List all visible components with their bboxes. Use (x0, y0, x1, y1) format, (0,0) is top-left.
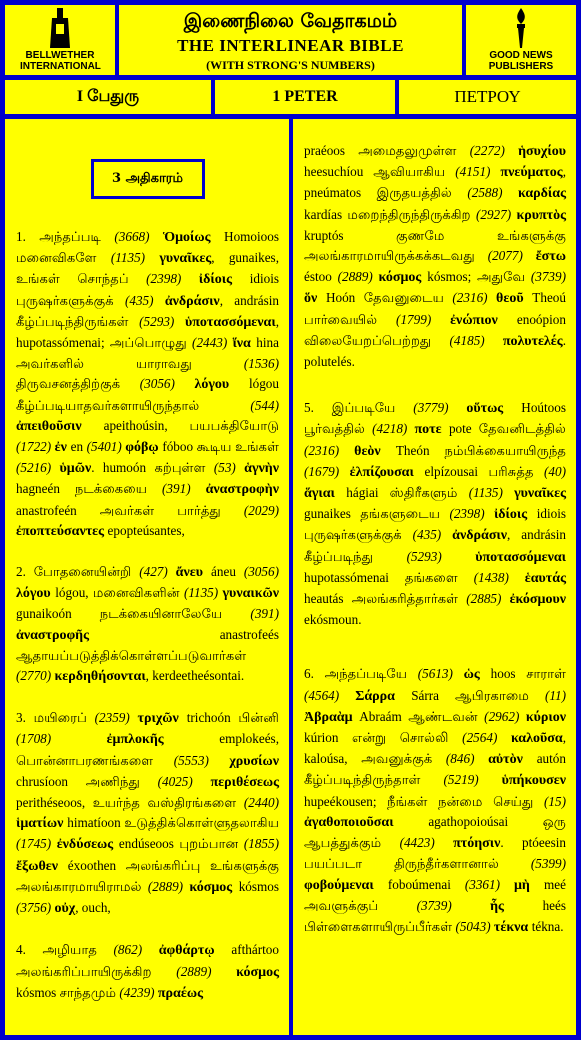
greek-word: καλοῦσα (510, 731, 563, 747)
verse-text: . ptóeesin பயப்படா திருந்தீர்களானால் (304, 835, 566, 872)
strongs-number: (4025) (157, 773, 211, 789)
verse-text: , ouch, (75, 900, 111, 916)
verse-text: áneu (211, 564, 244, 580)
strongs-number: (3739) (530, 269, 566, 285)
verse-text: , hupotassómenai; அப்பொழுது (16, 313, 279, 351)
greek-word: ἀγαθοποιοῦσαι (304, 814, 429, 830)
verse-text: trichoón பின்னி (186, 710, 279, 726)
strongs-number: (1722) (16, 439, 55, 455)
greek-word: ὑμῶν (59, 461, 92, 477)
strongs-number: (53) (213, 460, 245, 476)
verse-4-continued (304, 141, 566, 372)
strongs-number: (5613) (417, 666, 464, 682)
verse-text: 1. அந்தப்படி (16, 229, 115, 244)
greek-word: ὅν (304, 291, 326, 307)
verse-text: Theón நம்பிக்கையாயிருந்த (395, 442, 566, 458)
verse-text: enoópion விலையேறப்பெற்றது (304, 311, 566, 348)
greek-word: πολυτελές (502, 333, 563, 349)
verse-text: heés பிள்ளைகளாயிருப்பீர்கள் (304, 897, 566, 934)
strongs-number: (1708) (16, 731, 107, 747)
strongs-number: (3756) (16, 900, 55, 916)
strongs-number: (4218) (372, 421, 415, 437)
greek-word: λόγου (194, 377, 249, 393)
verse-text: . polutelés. (304, 332, 566, 370)
strongs-number: (2443) (192, 335, 233, 351)
greek-word: ποτε (414, 422, 449, 438)
greek-word: φόβῳ (125, 440, 163, 456)
strongs-number: (435) (412, 527, 453, 543)
verse-text: hagneén நடக்கையை (16, 481, 163, 497)
verse-text: elpízousai பரிசுத்த (424, 463, 544, 479)
verse-text: Homoioos மனைவிகளே (16, 229, 279, 266)
strongs-number: (427) (139, 564, 176, 580)
verse-text: emplokeés, பொன்னாபரணங்களை (16, 731, 279, 768)
strongs-number: (3739) (416, 897, 491, 913)
verse-text: chrusíoon அணிந்து (16, 773, 158, 789)
verse-text: , andrásin கீழ்ப்படிந்து (304, 527, 566, 564)
strongs-number: (5401) (86, 439, 126, 455)
greek-word: ὡς (463, 667, 491, 683)
verse-text: himatíoon உடுத்திக்கொள்ளுதலாகிய (67, 815, 279, 831)
greek-word: ἁγνὴν (244, 461, 279, 477)
greek-word: μὴ (513, 877, 545, 893)
greek-word: φοβούμεναι (304, 877, 388, 893)
bellwether-logo (4, 4, 116, 76)
bellwether-logo-text: BELLWETHER INTERNATIONAL (20, 50, 101, 72)
verse-text: . humoón கற்புள்ள (91, 460, 214, 476)
greek-word: θεοῦ (496, 291, 533, 307)
strongs-number: (5293) (139, 313, 185, 329)
title-tamil: இணைநிலை வேதாகமம் (183, 10, 398, 32)
book-name-english: 1 PETER (214, 79, 396, 115)
strongs-number: (2889) (147, 878, 190, 894)
strongs-number: (40) (544, 463, 566, 479)
verse-text: hágiai ஸ்திரீகளும் (346, 485, 469, 501)
verse-text: epopteúsantes, (107, 522, 185, 538)
good-news-logo (465, 4, 577, 76)
greek-word: ἀνδράσιν (452, 528, 508, 544)
strongs-number: (5553) (173, 752, 230, 768)
verse-text: hoos சாராள் (490, 666, 567, 682)
greek-word: ἀνδράσιν (164, 293, 220, 309)
strongs-number: (435) (124, 292, 165, 308)
verse-text: kósmos சாந்தமும் (16, 984, 120, 1000)
strongs-number: (2885) (466, 591, 510, 607)
greek-word: ἐλπίζουσαι (349, 464, 425, 480)
verse-text: Theoú பார்வையில் (304, 290, 566, 327)
greek-word: Ἀβραὰμ (304, 709, 360, 725)
strongs-number: (1799) (396, 311, 451, 327)
greek-word: οὕτως (466, 401, 522, 417)
strongs-number: (5043) (455, 918, 494, 934)
verse-text: lógou, மனைவிகளின் (55, 585, 184, 601)
strongs-number: (4185) (449, 332, 503, 348)
strongs-number: (2889) (337, 269, 379, 285)
verse-text: autón கீழ்ப்படிந்திருந்தாள் (304, 751, 566, 788)
strongs-number: (2077) (487, 248, 536, 264)
greek-word: ἔξωθεν (16, 858, 68, 874)
strongs-number: (2272) (469, 143, 519, 158)
strongs-number: (2770) (16, 668, 55, 684)
verse-text: 5. இப்படியே (304, 400, 414, 416)
strongs-number: (1536) (243, 356, 279, 372)
title-english: THE INTERLINEAR BIBLE (177, 36, 404, 55)
strongs-number: (1855) (243, 836, 279, 852)
verse-text: kardías மறைந்திருந்திருக்கிற (304, 206, 476, 222)
strongs-number: (391) (250, 606, 279, 622)
strongs-number: (2440) (243, 795, 279, 811)
strongs-number: (2889) (176, 963, 237, 979)
strongs-number: (391) (162, 481, 206, 497)
verse-text: meé அவளுக்குப் (304, 876, 566, 913)
greek-word: γυναῖκες (159, 251, 212, 267)
verse-text: 4. அழியாத (16, 942, 114, 958)
verse-text: , andrásin கீழ்ப்படிந்திருங்கள் (16, 292, 279, 329)
greek-word: τέκνα (493, 919, 532, 935)
strongs-number: (2398) (449, 506, 494, 522)
verse-text: kósmos; அதுவே (427, 269, 531, 285)
verse-text: anastrofeén அவர்கள் பார்த்து (16, 502, 244, 518)
verse-text: kúrion என்று சொல்லி (304, 730, 463, 746)
greek-word: ἔστω (535, 249, 566, 265)
greek-word: γυναικῶν (222, 586, 279, 602)
verse-text: foboúmenai (387, 876, 465, 892)
verse-text: Sárra ஆபிரகாமை (411, 687, 545, 703)
strongs-number: (2029) (243, 502, 279, 518)
verse-text: 2. போதனையின்றி (16, 564, 140, 580)
verse-text: éstoo (304, 269, 338, 285)
verse-text: pote தேவனிடத்தில் (448, 421, 566, 437)
title-subtitle: (WITH STRONG'S NUMBERS) (206, 58, 375, 72)
greek-word: ἐνδύσεως (56, 837, 119, 853)
greek-word: ἐποπτεύσαντες (16, 523, 108, 539)
bell-tower-icon (48, 8, 72, 48)
verse-text: tékna. (531, 918, 564, 934)
verse-text: heesuchíou ஆவியாகிய (304, 164, 456, 180)
greek-word: ἵνα (232, 336, 257, 352)
strongs-number: (3668) (114, 229, 163, 244)
verse-2 (16, 562, 279, 687)
verse-text: , gunaikes, உங்கள் சொந்தப் (16, 250, 279, 287)
verse-text: kósmos (238, 878, 279, 894)
strongs-number: (2316) (304, 442, 355, 458)
strongs-number: (4239) (119, 984, 158, 1000)
left-column (4, 118, 290, 1036)
verse-text: , kaloúsa, அவனுக்குக் (304, 730, 566, 767)
greek-word: ἐκόσμουν (509, 592, 566, 608)
strongs-number: (5399) (530, 856, 566, 872)
chapter-heading: 3 அதிகாரம் (91, 159, 205, 199)
strongs-number: (4564) (304, 687, 356, 703)
verse-text: perithéseoos, உயர்ந்த வஸ்திரங்களை (16, 795, 244, 811)
verse-text: praéoos அமைதலுமுள்ள (304, 143, 470, 158)
greek-word: ἰδίοις (493, 507, 537, 523)
greek-word: αὐτὸν (488, 752, 537, 768)
verse-3 (16, 708, 279, 919)
greek-word: περιθέσεως (210, 774, 279, 790)
verse-text: fóboo கூடிய உங்கள் (162, 439, 279, 455)
torch-icon (509, 8, 533, 48)
strongs-number: (3056) (243, 564, 279, 580)
greek-word: ἀναστροφὴν (205, 482, 279, 498)
strongs-number: (2359) (94, 710, 138, 726)
book-name-greek: ΠΕΤΡΟΥ (398, 79, 577, 115)
strongs-number: (11) (545, 687, 566, 703)
greek-word: ἅγιαι (304, 486, 347, 502)
greek-word: ἀπειθοῦσιν (16, 418, 104, 434)
strongs-number: (4151) (455, 164, 501, 180)
verse-6 (304, 664, 566, 938)
strongs-number: (2962) (484, 708, 526, 724)
right-column (292, 118, 577, 1036)
greek-word: ἐμπλοκῆς (106, 732, 220, 748)
strongs-number: (5293) (406, 548, 476, 564)
verse-text: idiois புருஷர்களுக்குக் (304, 506, 566, 543)
verse-text: hina அவர்களில் யாராவது (16, 335, 279, 372)
verse-text: Hoón தேவனுடைய (325, 290, 453, 306)
verse-text: Abraám ஆண்டவன் (359, 708, 485, 724)
verse-text: afthártoo அலங்கரிப்பாயிருக்கிற (16, 942, 279, 979)
greek-word: ἀναστροφῆς (16, 627, 220, 643)
verse-text: agathopoioúsai ஒரு ஆபத்துக்கும் (304, 813, 566, 851)
verse-text: éxoothen அலங்கரிப்பு உங்களுக்கு அலங்காரமாயிராமல் (16, 857, 280, 894)
verse-text: hupotassómenai தங்களை (304, 569, 474, 585)
verse-1 (16, 227, 279, 542)
verse-text: anastrofeés ஆதாயப்படுத்திக்கொள்ளப்படுவார்கள் (16, 626, 279, 663)
verse-text: apeithoúsin, பயபக்தியோடு (103, 417, 279, 433)
greek-word: Σάρρα (355, 688, 412, 704)
verse-text: , pneúmatos இருதயத்தில் (304, 164, 566, 201)
verse-5 (304, 398, 566, 630)
verse-text: , kerdeetheésontai. (145, 668, 245, 684)
strongs-number: (3361) (464, 876, 514, 892)
greek-word: γυναῖκες (514, 486, 566, 502)
greek-word: πνεύματος (500, 165, 563, 181)
greek-word: κόσμος (236, 964, 279, 980)
greek-word: κερδηθήσονται (54, 669, 146, 685)
strongs-number: (15) (544, 793, 566, 809)
strongs-number: (2588) (467, 185, 518, 201)
strongs-number: (2316) (452, 290, 497, 306)
greek-word: ἑαυτάς (524, 570, 566, 586)
greek-word: θεὸν (354, 443, 396, 459)
greek-word: ἄνευ (175, 565, 212, 581)
greek-word: πτόησιν (453, 836, 501, 852)
strongs-number: (1135) (468, 485, 515, 501)
strongs-number: (1438) (473, 569, 525, 585)
greek-word: ὑπήκουσεν (501, 773, 566, 789)
strongs-number: (3056) (139, 376, 195, 392)
verse-text: திருவசனத்திற்குக் (16, 376, 140, 392)
verse-4 (16, 940, 279, 1004)
good-news-logo-text: GOOD NEWS PUBLISHERS (488, 50, 554, 72)
strongs-number: (846) (445, 751, 489, 767)
greek-word: καρδίας (517, 186, 566, 202)
verse-text: hupeékousen; நீங்கள் நன்மை செய்து (304, 793, 545, 809)
verse-text: 3. மயிரைப் (16, 710, 95, 726)
greek-word: κύριον (525, 709, 566, 725)
greek-word: ἱματίων (16, 816, 68, 832)
verse-text: ekósmoun. (304, 612, 362, 628)
greek-word: κόσμος (189, 879, 239, 895)
greek-word: λόγου (16, 586, 56, 602)
greek-word: πραέως (157, 985, 203, 1001)
strongs-number: (862) (113, 942, 159, 958)
verse-text: gunaikes தங்களுடைய (304, 506, 450, 522)
verse-text: kruptós குணமே உங்களுக்கு அலங்காரமாயிருக்கக்கடவது (304, 227, 566, 264)
greek-word: ὑποτασσόμεναι (184, 314, 276, 330)
greek-word: ἐνώπιον (450, 312, 517, 328)
verse-text: heautás அலங்கரித்தார்கள் (304, 591, 467, 607)
verse-text: endúseoos புறம்பான (118, 836, 244, 852)
strongs-number: (1679) (304, 463, 350, 479)
strongs-number: (1135) (110, 250, 160, 266)
greek-word: οὐχ (54, 901, 76, 917)
strongs-number: (1745) (16, 836, 57, 852)
verse-text: en (70, 439, 87, 455)
greek-word: ἀφθάρτῳ (158, 943, 232, 959)
strongs-number: (5219) (443, 772, 502, 788)
verse-text: idiois புருஷர்களுக்குக் (16, 271, 279, 308)
greek-word: τριχῶν (137, 711, 187, 727)
greek-word: ἧς (490, 898, 543, 914)
book-name-tamil: I பேதுரு (4, 79, 212, 115)
verse-text: 6. அந்தப்படியே (304, 666, 418, 682)
strongs-number: (544) (250, 397, 279, 413)
verse-text: gunaikoón நடக்கையினாலேயே (16, 606, 251, 622)
strongs-number: (3779) (413, 400, 467, 416)
verse-text: Hoútoos பூர்வத்தில் (304, 400, 566, 437)
greek-word: ἐν (54, 440, 71, 456)
verse-text: lógou கீழ்ப்படியாதவர்களாயிருந்தால் (16, 376, 279, 413)
strongs-number: (2564) (462, 730, 511, 746)
greek-word: κρυπτὸς (516, 207, 566, 223)
strongs-number: (2398) (146, 271, 199, 287)
greek-word: ἰδίοις (198, 272, 250, 288)
greek-word: ἡσυχίου (518, 144, 566, 159)
greek-word: Ὁμοίως (162, 230, 225, 245)
greek-word: ὑποτασσόμεναι (475, 549, 566, 565)
title-block (118, 4, 463, 76)
strongs-number: (4423) (399, 835, 454, 851)
greek-word: χρυσίων (229, 753, 279, 769)
strongs-number: (1135) (183, 585, 223, 601)
greek-word: κόσμος (378, 270, 428, 286)
strongs-number: (5216) (16, 460, 60, 476)
strongs-number: (2927) (475, 206, 517, 222)
